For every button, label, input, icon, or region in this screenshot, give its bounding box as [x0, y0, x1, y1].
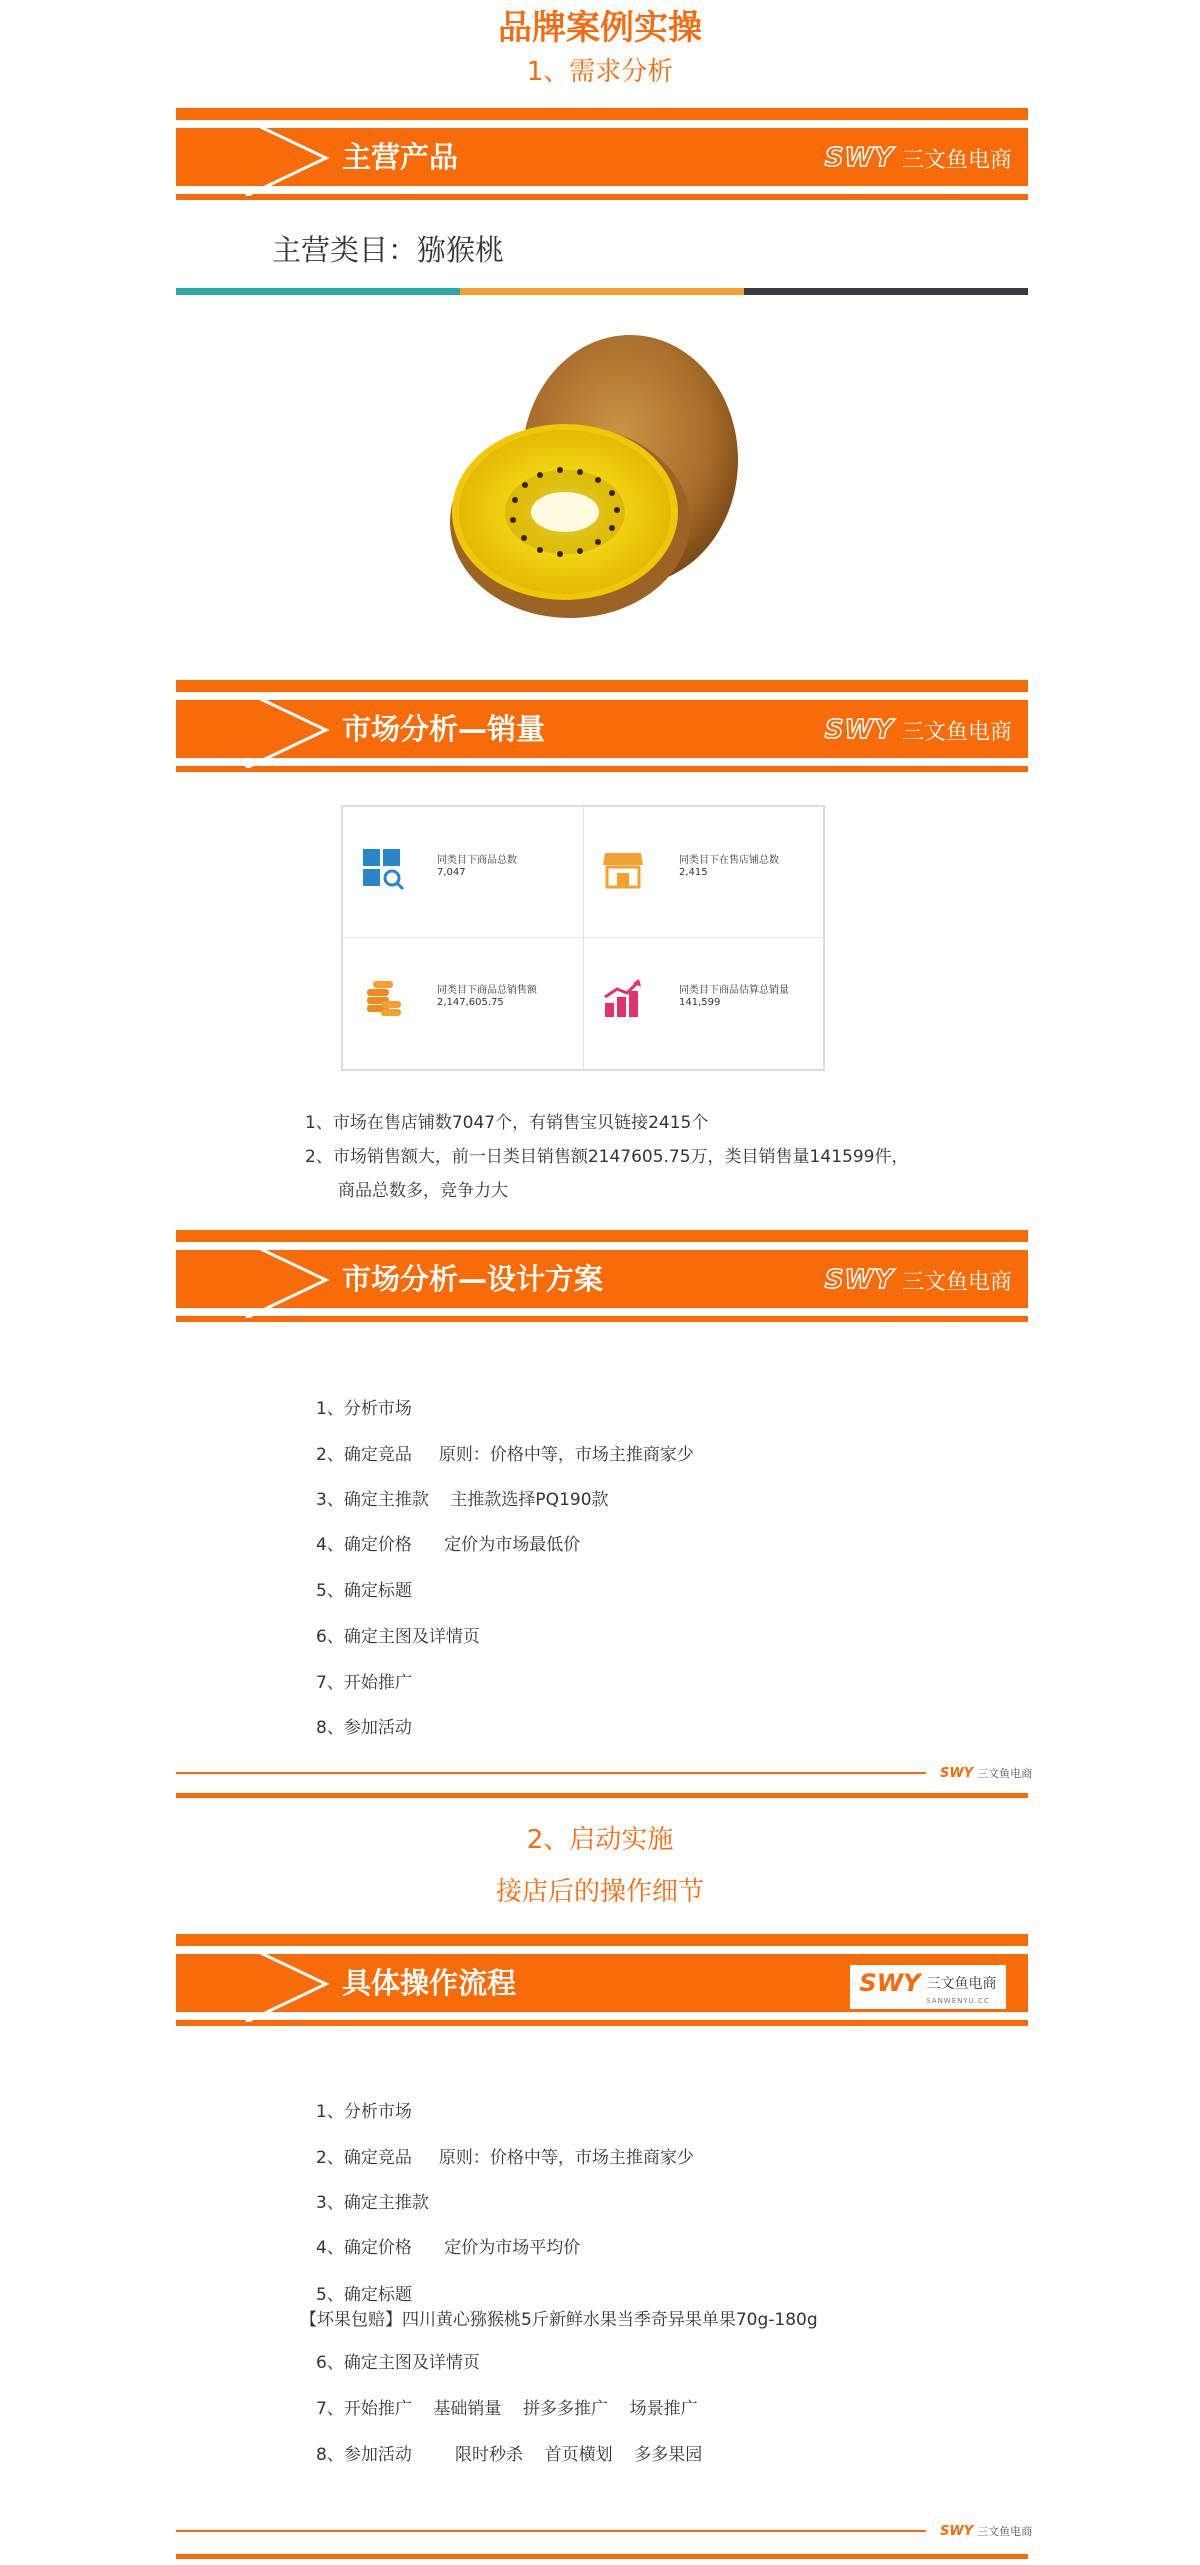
- brand-logo-text: 三文鱼电商: [901, 719, 1012, 745]
- stat-label: 同类目下商品估算总销量: [679, 985, 789, 996]
- stat-value: 7,047: [437, 867, 466, 878]
- list-item: 7、开始推广: [316, 1673, 412, 1693]
- mini-logo-mark: SWY: [940, 2523, 974, 2539]
- note-item: 商品总数多，竞争力大: [338, 1181, 508, 1201]
- tricolor-divider: [176, 288, 1028, 295]
- brand-logo: [825, 713, 1012, 747]
- category-label: 主营类目：猕猴桃: [272, 233, 505, 267]
- list-item: 2、确定竞品 原则：价格中等，市场主推商家少: [316, 2148, 694, 2168]
- banner-title: 具体操作流程: [342, 1966, 517, 2000]
- note-item: 2、市场销售额大，前一日类目销售额2147605.75万，类目销售量141599件，: [305, 1147, 909, 1167]
- banner-main-product: [176, 108, 1028, 200]
- mini-brand-logo: [940, 1765, 1032, 1781]
- banner-title: 主营产品: [342, 140, 459, 174]
- banner-operation-flow: [176, 1934, 1028, 2026]
- section-divider-thick: [176, 2554, 1028, 2559]
- stat-value: 2,147,605.75: [437, 997, 504, 1008]
- mini-brand-logo: [940, 2523, 1032, 2539]
- list-item: 6、确定主图及详情页: [316, 1627, 480, 1647]
- brand-logo-text: 三文鱼电商: [901, 147, 1012, 173]
- list-item: 4、确定价格 定价为市场最低价: [316, 1535, 581, 1555]
- section-divider: [176, 2530, 926, 2532]
- stat-value: 141,599: [679, 997, 721, 1008]
- brand-logo-box: [850, 1965, 1006, 2009]
- brand-logo-text: 三文鱼电商: [901, 1269, 1012, 1295]
- page-title: 品牌案例实操: [498, 8, 702, 48]
- shop-icon: [601, 847, 645, 891]
- list-item: 4、确定价格 定价为市场平均价: [316, 2238, 581, 2258]
- section-divider: [176, 1772, 926, 1774]
- list-item: 8、参加活动 限时秒杀 首页横划 多多果园: [316, 2445, 703, 2465]
- list-item: 5、确定标题: [316, 1581, 412, 1601]
- brand-logo-mark: SWY: [824, 143, 894, 173]
- brand-logo-mark: SWY: [859, 1969, 921, 1997]
- list-item: 2、确定竞品 原则：价格中等，市场主推商家少: [316, 1445, 694, 1465]
- list-item: 3、确定主推款: [316, 2193, 429, 2213]
- note-item: 1、市场在售店铺数7047个，有销售宝贝链接2415个: [305, 1113, 709, 1133]
- section-launch-title: 2、启动实施: [526, 1825, 674, 1855]
- stat-label: 同类目下商品总数: [437, 855, 517, 866]
- market-stats-panel: [341, 805, 825, 1071]
- list-item: 7、开始推广 基础销量 拼多多推广 场景推广: [316, 2399, 698, 2419]
- brand-logo-mark: SWY: [824, 715, 894, 745]
- section-launch-subtitle: 接店后的操作细节: [495, 1877, 704, 1907]
- list-item: 6、确定主图及详情页: [316, 2353, 480, 2373]
- brand-logo: [825, 141, 1012, 175]
- stat-label: 同类目下商品总销售额: [437, 985, 537, 996]
- section-divider-thick: [176, 1793, 1028, 1798]
- coins-icon: [361, 977, 405, 1021]
- brand-logo-text: 三文鱼电商: [926, 1976, 997, 1992]
- stat-value: 2,415: [679, 867, 708, 878]
- list-item: 1、分析市场: [316, 2102, 412, 2122]
- chevron-decoration-icon: [236, 1242, 336, 1318]
- growth-chart-icon: [601, 977, 645, 1021]
- banner-market-sales: [176, 680, 1028, 772]
- brand-logo-sub: SANWENYU.CC: [926, 1997, 990, 2005]
- list-item: 3、确定主推款 主推款选择PQ190款: [316, 1490, 609, 1510]
- brand-logo: [825, 1263, 1012, 1297]
- mini-logo-mark: SWY: [940, 1765, 974, 1781]
- banner-design-plan: [176, 1230, 1028, 1322]
- banner-title: 市场分析—设计方案: [342, 1262, 604, 1296]
- kiwi-fruit-image: [400, 310, 780, 660]
- brand-logo-mark: SWY: [824, 1265, 894, 1295]
- list-item: 8、参加活动: [316, 1718, 412, 1738]
- chevron-decoration-icon: [236, 692, 336, 768]
- chevron-decoration-icon: [236, 120, 336, 196]
- product-title-item: 【坏果包赔】四川黄心猕猴桃5斤新鲜水果当季奇异果单果70g-180g: [300, 2310, 818, 2330]
- grid-search-icon: [361, 847, 405, 891]
- stat-label: 同类目下在售店铺总数: [679, 855, 779, 866]
- list-item: 1、分析市场: [316, 1399, 412, 1419]
- mini-logo-text: 三文鱼电商: [977, 1767, 1033, 1780]
- mini-logo-text: 三文鱼电商: [977, 2525, 1033, 2538]
- chevron-decoration-icon: [236, 1946, 336, 2022]
- list-item: 5、确定标题: [316, 2285, 412, 2305]
- banner-title: 市场分析—销量: [342, 712, 546, 746]
- page-subtitle: 1、需求分析: [526, 57, 674, 87]
